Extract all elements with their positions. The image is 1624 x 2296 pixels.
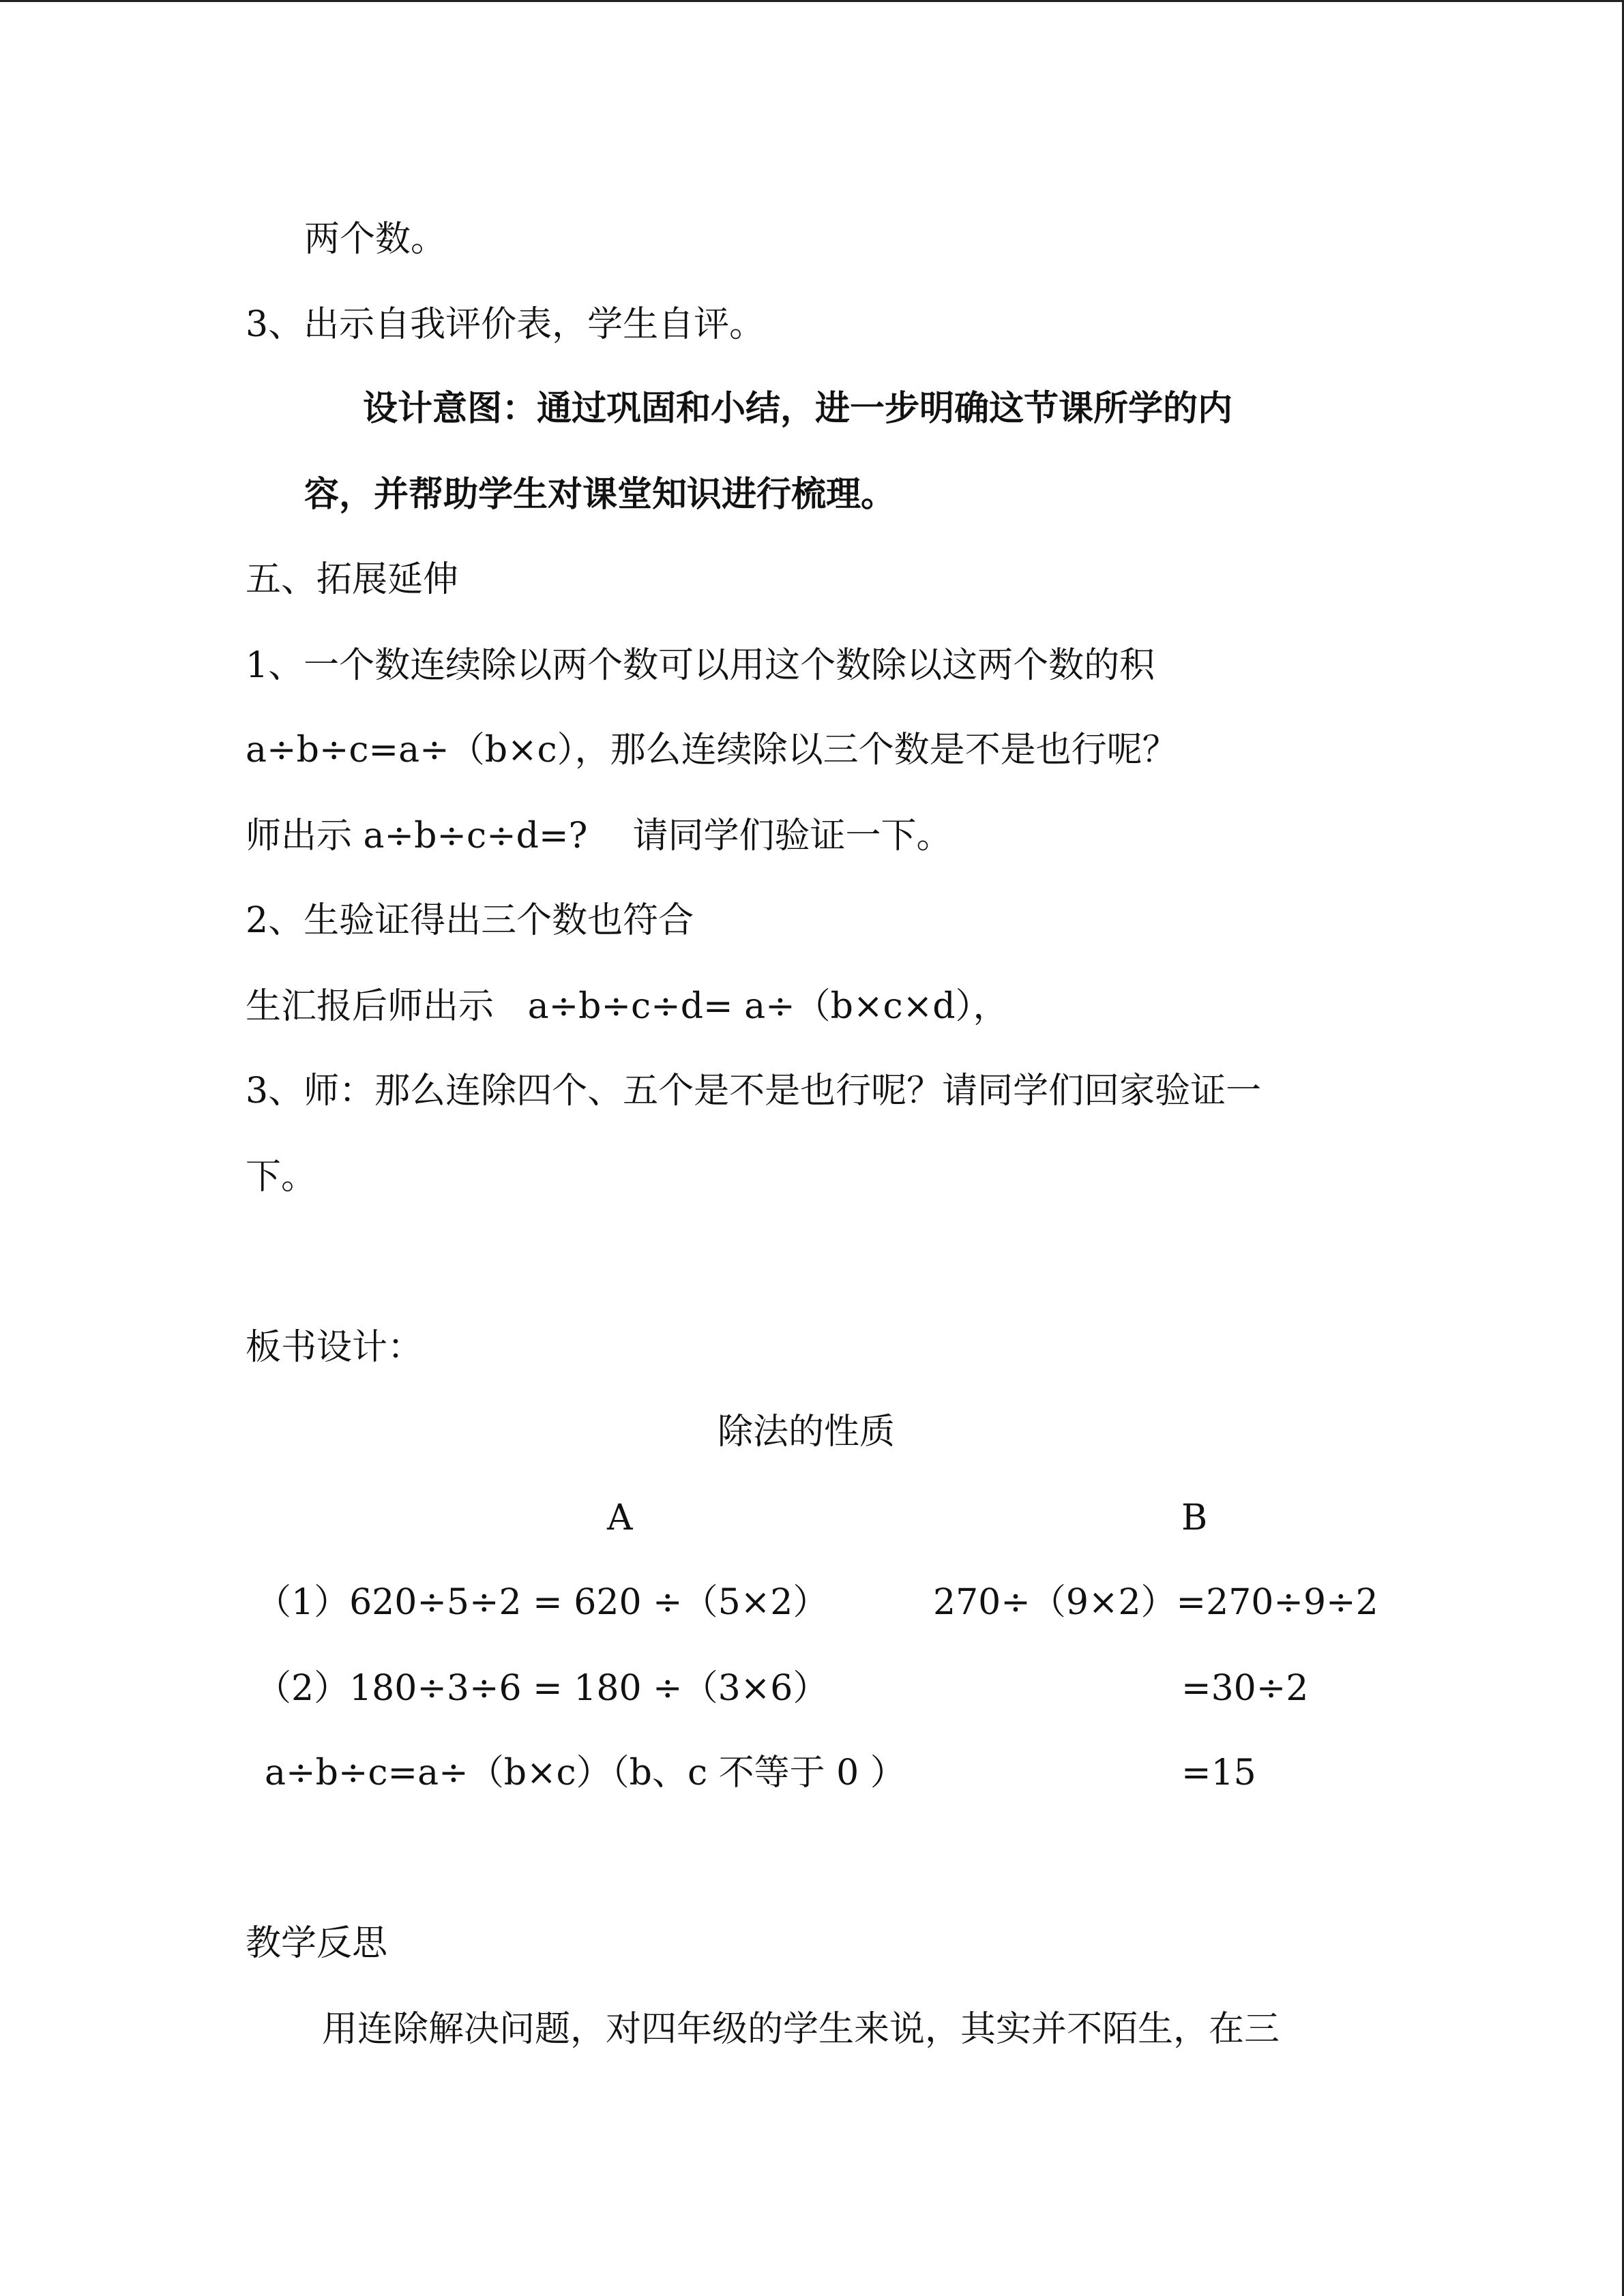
board-title: 除法的性质 <box>718 1412 896 1452</box>
board-a-row-1: （1）620÷5÷2 = 620 ÷（5×2） <box>256 1582 829 1623</box>
text-line-8: 师出示 a÷b÷c÷d=? 请同学们验证一下。 <box>246 816 952 856</box>
board-label-b: B <box>1181 1497 1208 1538</box>
text-line-10: 生汇报后师出示 a÷b÷c÷d= a÷（b×c×d）， <box>246 986 1009 1027</box>
board-b-row-2: =30÷2 <box>1181 1668 1309 1709</box>
board-b-row-1: 270÷（9×2）=270÷9÷2 <box>933 1582 1378 1623</box>
board-b-row-3: =15 <box>1181 1753 1256 1793</box>
reflection-heading: 教学反思 <box>246 1923 388 1964</box>
text-line-6: 1、一个数连续除以两个数可以用这个数除以这两个数的积 <box>246 645 1155 686</box>
board-a-row-3: a÷b÷c=a÷（b×c）（b、c 不等于 0 ） <box>265 1753 906 1793</box>
top-border <box>0 0 1624 2</box>
design-intent-line-1: 设计意图：通过巩固和小结，进一步明确这节课所学的内 <box>363 389 1233 429</box>
text-line-12: 下。 <box>246 1157 317 1197</box>
reflection-text: 用连除解决问题，对四年级的学生来说，其实并不陌生，在三 <box>322 2009 1280 2050</box>
text-line-7: a÷b÷c=a÷（b×c），那么连续除以三个数是不是也行呢？ <box>246 730 1178 771</box>
board-a-row-2: （2）180÷3÷6 = 180 ÷（3×6） <box>256 1668 829 1709</box>
text-line-1: 两个数。 <box>304 219 447 260</box>
text-line-2: 3、出示自我评价表，学生自评。 <box>246 304 765 345</box>
section-heading-extension: 五、拓展延伸 <box>246 559 459 600</box>
design-intent-line-2: 容，并帮助学生对课堂知识进行梳理。 <box>304 475 896 515</box>
board-label-a: A <box>607 1497 633 1538</box>
board-design-heading: 板书设计： <box>246 1327 424 1368</box>
text-line-9: 2、生验证得出三个数也符合 <box>246 900 694 941</box>
text-line-11: 3、师：那么连除四个、五个是不是也行呢？请同学们回家验证一 <box>246 1071 1262 1112</box>
